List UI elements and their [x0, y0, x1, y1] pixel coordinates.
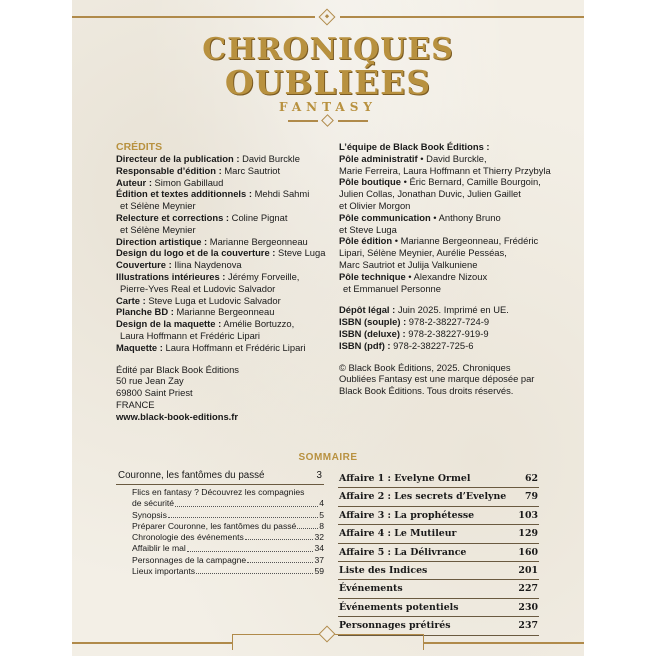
team-continuation: et Steve Luga: [339, 223, 397, 235]
team-continuation: et Emmanuel Personne: [343, 282, 441, 294]
publisher-line: Édité par Black Book Éditions: [116, 363, 239, 375]
credit-label: Relecture et corrections :: [116, 211, 230, 223]
team-continuation: Julien Collas, Jonathan Duvic, Julien Gaillet: [339, 188, 521, 200]
toc-item-page: 37: [314, 554, 324, 565]
logo-line-3: FANTASY: [279, 100, 377, 114]
credit-label: Directeur de la publication :: [116, 153, 240, 164]
toc-chapter-link[interactable]: [116, 470, 324, 485]
toc-affaire-page: 62: [524, 473, 538, 484]
credit-continuation: et Sélène Meynier: [120, 223, 196, 235]
credit-value: Marianne Bergeonneau: [209, 235, 308, 247]
credit-value: Steve Luga et Ludovic Salvador: [148, 294, 281, 306]
toc-section-page: 230: [518, 601, 538, 613]
toc-affaire-page: 160: [518, 546, 538, 558]
toc-affaire-link[interactable]: [338, 525, 539, 543]
toc-left-section: [116, 470, 324, 577]
team-continuation: Lipari, Sélène Meynier, Aurélie Pesséas,: [339, 247, 507, 259]
toc-section-title: Liste des Indices: [339, 564, 428, 576]
isbn-label: ISBN (pdf) :: [339, 339, 391, 351]
team-label: Pôle édition: [339, 235, 393, 247]
credits-left-column: [116, 153, 331, 423]
toc-chapter-page: 3: [316, 470, 322, 481]
credit-label: Design du logo et de la couverture :: [116, 247, 276, 259]
toc-item[interactable]: [132, 566, 324, 577]
publisher-website-link[interactable]: www.black-book-editions.fr: [116, 410, 239, 422]
toc-item-title: Affaiblir le mal: [132, 543, 186, 554]
isbn-value: 978-2-38227-724-9: [408, 316, 490, 328]
isbn-value: 978-2-38227-919-9: [408, 327, 489, 339]
team-label: Pôle communication: [339, 211, 431, 223]
toc-item-title: de sécurité: [132, 498, 175, 509]
toc-item-title: Chronologie des événements: [132, 532, 244, 543]
toc-affaire-link[interactable]: [338, 470, 539, 488]
publisher-line: 69800 Saint Priest: [116, 387, 193, 399]
toc-affaire-link[interactable]: [338, 488, 539, 506]
credit-value: Simon Gabillaud: [154, 176, 224, 188]
toc-section-page: 201: [518, 564, 538, 576]
team-value: • Marianne Bergeonneau, Frédéric: [394, 235, 539, 247]
credit-continuation: Pierre-Yves Real et Ludovic Salvador: [120, 282, 276, 294]
toc-affaire-title: Affaire 2 : Les secrets d’Evelyne: [339, 491, 507, 503]
toc-item[interactable]: [132, 487, 324, 498]
team-continuation: Marie Ferreira, Laura Hoffmann et Thierry Przybyla: [339, 164, 551, 176]
document-page: [72, 0, 584, 656]
toc-item-title: Personnages de la campagne: [132, 554, 247, 565]
toc-item-page: 32: [314, 532, 324, 543]
copyright-line: Oubliées Fantasy est une marque déposée par: [339, 373, 535, 385]
toc-item-page: 8: [319, 520, 324, 531]
toc-section-title: Événements: [339, 583, 403, 595]
toc-affaire-page: 79: [524, 491, 538, 503]
credit-continuation: et Sélène Meynier: [120, 200, 196, 212]
toc-section-title: Personnages prétirés: [339, 620, 451, 632]
legal-value: Juin 2025. Imprimé en UE.: [397, 304, 509, 316]
team-label: Pôle technique: [339, 270, 406, 282]
toc-section-link[interactable]: [338, 562, 539, 580]
team-heading: L’équipe de Black Book Éditions :: [339, 141, 490, 152]
isbn-value: 978-2-38227-725-6: [393, 339, 474, 351]
logo-line-1: CHRONIQUES: [202, 32, 454, 67]
team-label: Pôle boutique: [339, 176, 401, 188]
credit-label: Carte :: [116, 294, 146, 306]
credit-label: Illustrations intérieures :: [116, 270, 226, 282]
toc-section-title: Événements potentiels: [339, 601, 459, 613]
copyright-line: Black Book Éditions. Tous droits réservés.: [339, 385, 514, 397]
toc-section-page: 237: [518, 620, 538, 632]
sommaire-heading: SOMMAIRE: [298, 452, 358, 463]
credit-value: Marc Sautriot: [224, 164, 281, 176]
toc-item-page: 59: [314, 566, 324, 577]
toc-item-title: Lieux importants: [132, 566, 196, 577]
logo-line-2: OUBLIÉES: [224, 63, 432, 102]
credit-value: David Burckle: [242, 153, 300, 164]
credit-value: Amélie Bortuzzo,: [223, 318, 295, 330]
toc-item[interactable]: [132, 555, 324, 566]
logo-ornament-icon: [288, 116, 368, 126]
credits-heading: CRÉDITS: [116, 141, 163, 153]
toc-item[interactable]: [132, 498, 324, 509]
toc-affaire-page: 129: [518, 528, 538, 540]
isbn-label: ISBN (deluxe) :: [339, 327, 406, 339]
toc-section-link[interactable]: [338, 580, 539, 598]
credit-label: Direction artistique :: [116, 235, 208, 247]
toc-item[interactable]: [132, 532, 324, 543]
credit-label: Couverture :: [116, 259, 172, 271]
credit-continuation: Laura Hoffmann et Frédéric Lipari: [120, 329, 261, 341]
toc-item-title: Flics en fantasy ? Découvrez les compagnies: [132, 487, 305, 497]
team-continuation: Marc Sautriot et Julija Valkuniene: [339, 258, 478, 270]
credit-label: Responsable d’édition :: [116, 164, 222, 176]
team-value: • Anthony Bruno: [433, 211, 501, 223]
legal-label: Dépôt légal :: [339, 304, 396, 316]
toc-section-link[interactable]: [338, 617, 539, 635]
toc-section-link[interactable]: [338, 599, 539, 617]
toc-item-title: Préparer Couronne, les fantômes du passé: [132, 520, 297, 531]
credit-label: Planche BD :: [116, 306, 174, 318]
toc-affaire-link[interactable]: [338, 544, 539, 562]
credit-value: Jérémy Forveille,: [228, 270, 300, 282]
credit-value: Laura Hoffmann et Frédéric Lipari: [165, 341, 306, 353]
credit-label: Édition et textes additionnels :: [116, 188, 252, 200]
top-ornament: [72, 10, 584, 24]
team-value: • David Burckle,: [420, 152, 487, 164]
toc-item[interactable]: [132, 510, 324, 521]
toc-affaire-title: Affaire 3 : La prophétesse: [339, 509, 475, 521]
credit-value: Marianne Bergeonneau: [176, 306, 275, 318]
toc-item-page: 4: [319, 498, 324, 509]
toc-section-page: 227: [518, 583, 538, 595]
team-value: • Éric Bernard, Camille Bourgoin,: [403, 176, 541, 188]
team-value: • Alexandre Nizoux: [408, 270, 488, 282]
toc-affaire-title: Affaire 5 : La Délivrance: [339, 546, 467, 558]
team-label: Pôle administratif: [339, 152, 418, 164]
toc-item-title: Synopsis: [132, 509, 167, 520]
toc-item[interactable]: [132, 521, 324, 532]
toc-affaire-page: 103: [518, 509, 538, 521]
toc-affaire-title: Affaire 4 : Le Mutileur: [339, 528, 457, 540]
diamond-ornament-icon: [319, 9, 336, 26]
credit-label: Design de la maquette :: [116, 318, 222, 330]
game-logo: [72, 34, 584, 126]
copyright-line: © Black Book Éditions, 2025. Chroniques: [339, 361, 511, 373]
toc-affaire-link[interactable]: [338, 507, 539, 525]
credit-label: Auteur :: [116, 176, 152, 188]
team-continuation: et Olivier Morgon: [339, 199, 411, 211]
credit-value: Mehdi Sahmi: [254, 188, 310, 200]
toc-item-page: 5: [319, 509, 324, 520]
credit-label: Maquette :: [116, 341, 163, 353]
isbn-label: ISBN (souple) :: [339, 316, 407, 328]
bottom-ornament: [72, 634, 584, 650]
credit-value: Coline Pignat: [231, 211, 288, 223]
publisher-line: FRANCE: [116, 398, 155, 410]
credits-right-column: [339, 141, 569, 397]
credit-value: Steve Luga: [278, 247, 326, 259]
toc-chapter-title: Couronne, les fantômes du passé: [118, 470, 265, 481]
publisher-line: 50 rue Jean Zay: [116, 375, 184, 387]
credit-value: Ilina Naydenova: [174, 259, 242, 271]
toc-item-page: 34: [314, 543, 324, 554]
toc-affaire-title: Affaire 1 : Evelyne Ormel: [339, 473, 471, 484]
toc-right-section: [338, 470, 539, 636]
toc-item[interactable]: [132, 543, 324, 554]
